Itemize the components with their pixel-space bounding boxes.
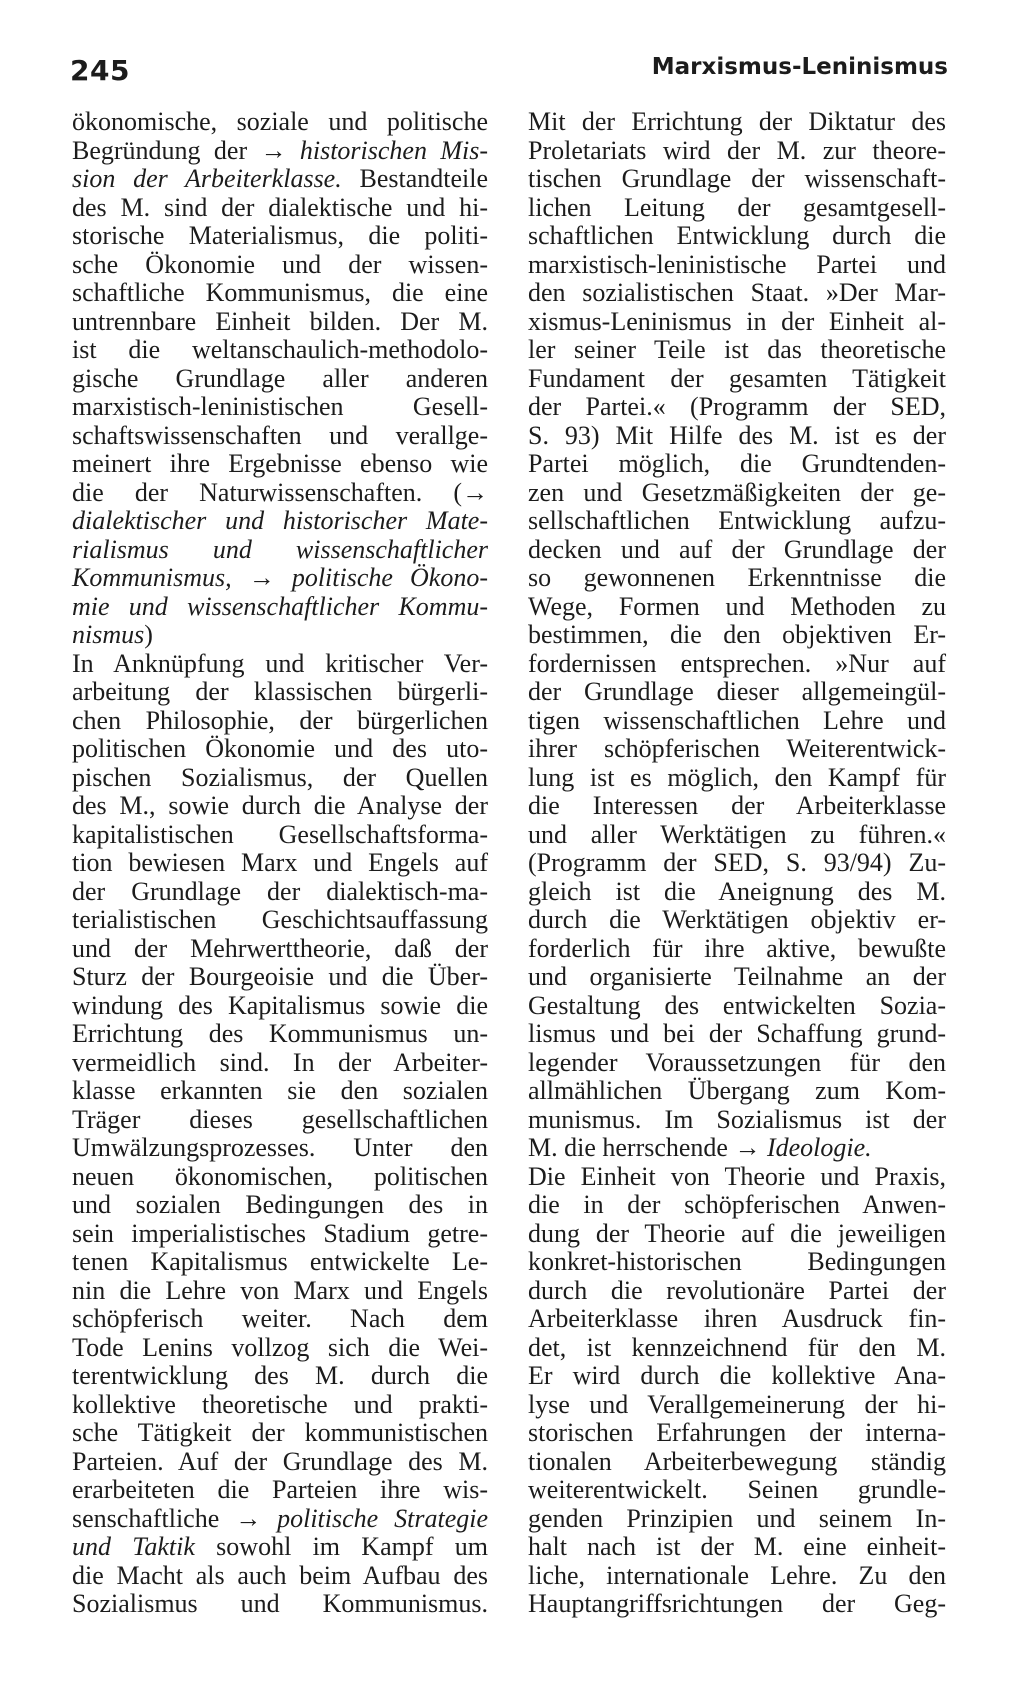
text-segment: ist die weltanschaulich-methodolo- [72, 335, 488, 364]
text-line [72, 336, 488, 365]
text-segment: Tode Lenins vollzog sich die Wei- [72, 1332, 488, 1362]
text-segment: kapitalistischen Gesellschaftsforma- [72, 819, 488, 849]
text-segment: Sturz der Bourgeoisie und die Über- [72, 962, 488, 991]
text-segment: lismus und bei der Schaffung grund- [528, 1019, 946, 1048]
text-line [72, 707, 488, 736]
page-number: 245 [70, 54, 130, 87]
text-segment: halt nach ist der M. eine einheit- [528, 1532, 946, 1561]
text-line [72, 1362, 488, 1391]
text-segment: storische Materialismus, die politi- [72, 221, 488, 250]
text-line [528, 1134, 946, 1163]
text-line [72, 1077, 488, 1106]
text-segment: bestimmen, die den objektiven Er- [528, 620, 946, 649]
italic-text-segment: Kommunismus, → politische Ökono- [72, 563, 488, 592]
text-line [528, 1077, 946, 1106]
text-line [528, 1505, 946, 1534]
text-line [528, 365, 946, 394]
text-line [72, 222, 488, 251]
text-segment: sellschaftlichen Entwicklung aufzu- [528, 506, 946, 535]
text-line [528, 1049, 946, 1078]
text-line [72, 564, 488, 593]
text-segment: fordernissen entsprechen. »Nur auf [528, 648, 946, 678]
text-segment: Arbeiterklasse ihren Ausdruck fin- [528, 1304, 946, 1333]
text-line [72, 308, 488, 337]
text-line [72, 1049, 488, 1078]
text-segment: munismus. Im Sozialismus ist der [528, 1104, 946, 1134]
text-segment: so gewonnenen Erkenntnisse die [528, 563, 946, 592]
text-line [72, 1391, 488, 1420]
text-line [528, 1533, 946, 1562]
text-line [528, 1362, 946, 1391]
text-line [528, 849, 946, 878]
text-line [72, 849, 488, 878]
text-line [528, 536, 946, 565]
text-segment: tenen Kapitalismus entwickelte Le- [72, 1247, 488, 1276]
text-segment: Hauptangriffsrichtungen der Geg- [528, 1589, 946, 1618]
text-segment: det, ist kennzeichnend für den M. [528, 1332, 946, 1362]
italic-text-segment: nismus [72, 620, 145, 649]
text-line [528, 336, 946, 365]
text-line [72, 593, 488, 622]
text-line [528, 1590, 946, 1619]
text-line [528, 621, 946, 650]
text-line [72, 1448, 488, 1477]
text-segment: vermeidlich sind. In der Arbeiter- [72, 1047, 488, 1077]
text-line [528, 992, 946, 1021]
text-line [528, 678, 946, 707]
text-line [528, 108, 946, 137]
text-segment: meinert ihre Ergebnisse ebenso wie [72, 449, 488, 478]
text-line [528, 650, 946, 679]
text-line [72, 251, 488, 280]
text-segment: Sozialismus und Kommunismus. [72, 1589, 488, 1618]
text-segment: storischen Erfahrungen der interna- [528, 1418, 946, 1447]
text-segment: arbeitung der klassischen bürgerli- [72, 677, 488, 706]
italic-text-segment: sion der Arbeiterklasse. [72, 164, 342, 193]
text-segment: sowohl im Kampf um [194, 1532, 488, 1561]
text-line [72, 108, 488, 137]
text-segment: Er wird durch die kollektive Ana- [528, 1361, 946, 1390]
page-header [70, 48, 948, 88]
text-segment: legender Voraussetzungen für den [528, 1047, 946, 1077]
text-segment: und sozialen Bedingungen des in [72, 1190, 488, 1219]
text-line [528, 735, 946, 764]
text-line [72, 450, 488, 479]
text-segment: tionalen Arbeiterbewegung ständig [528, 1446, 946, 1476]
text-line [72, 650, 488, 679]
text-segment: erarbeiteten die Parteien ihre wis- [72, 1475, 488, 1504]
text-segment: ler seiner Teile ist das theoretische [528, 335, 946, 364]
text-segment: der Grundlage dieser allgemeingül- [528, 677, 946, 706]
text-line [72, 1305, 488, 1334]
text-segment: schaftliche Kommunismus, die eine [72, 278, 488, 307]
text-segment: M. die herrschende [528, 1133, 735, 1162]
text-segment: Die Einheit von Theorie und Praxis, [528, 1161, 946, 1191]
text-line [72, 365, 488, 394]
text-line [528, 194, 946, 223]
text-line [528, 422, 946, 451]
text-segment: liche, internationale Lehre. Zu den [528, 1560, 946, 1590]
text-segment: windung des Kapitalismus sowie die [72, 990, 488, 1020]
text-line [72, 137, 488, 166]
text-line [72, 735, 488, 764]
text-segment: dung der Theorie auf die jeweiligen [528, 1218, 946, 1248]
text-line [528, 1334, 946, 1363]
text-line [528, 1391, 946, 1420]
text-segment: ) [144, 620, 153, 649]
text-line [528, 593, 946, 622]
text-line [72, 621, 488, 650]
text-line [528, 1305, 946, 1334]
text-line [72, 1134, 488, 1163]
italic-text-segment: dialektischer und historischer Mate- [72, 506, 488, 535]
text-segment: marxistisch-leninistische Partei und [528, 249, 946, 279]
text-line [72, 821, 488, 850]
text-line [72, 678, 488, 707]
text-segment: Begründung der [72, 135, 261, 165]
text-segment: Parteien. Auf der Grundlage des M. [72, 1446, 488, 1476]
text-line [72, 963, 488, 992]
text-line [528, 251, 946, 280]
text-segment: konkret-historischen Bedingungen [528, 1247, 946, 1276]
text-segment: marxistisch-leninistischen Gesell- [72, 392, 488, 421]
text-line [528, 564, 946, 593]
text-line [72, 1220, 488, 1249]
text-line [528, 707, 946, 736]
text-segment: decken und auf der Grundlage der [528, 534, 946, 564]
text-segment: nin die Lehre von Marx und Engels [72, 1275, 488, 1305]
text-line [72, 906, 488, 935]
text-segment: S. 93) Mit Hilfe des M. ist es der [528, 420, 946, 450]
text-line [72, 1248, 488, 1277]
text-segment: lichen Leitung der gesamtgesell- [528, 192, 946, 222]
text-segment: lyse und Verallgemeinerung der hi- [528, 1389, 946, 1419]
text-line [72, 507, 488, 536]
text-segment: die der Naturwissenschaften. (→ [72, 477, 488, 507]
text-line [528, 479, 946, 508]
text-segment: Umwälzungsprozesses. Unter den [72, 1133, 488, 1162]
text-segment: den sozialistischen Staat. »Der Mar- [528, 278, 946, 307]
text-line [72, 1419, 488, 1448]
italic-text-segment: mie und wissenschaftlicher Kommu- [72, 591, 488, 621]
text-line [72, 536, 488, 565]
text-segment: In Anknüpfung und kritischer Ver- [72, 648, 488, 678]
text-line [528, 1020, 946, 1049]
text-segment: senschaftliche [72, 1503, 236, 1533]
text-segment: gleich ist die Aneignung des M. [528, 876, 946, 906]
text-line [72, 1191, 488, 1220]
text-line [528, 878, 946, 907]
text-segment: pischen Sozialismus, der Quellen [72, 762, 488, 792]
text-line [528, 1106, 946, 1135]
left-text-column [72, 108, 488, 1619]
text-segment: Fundament der gesamten Tätigkeit [528, 363, 946, 393]
text-segment: die Macht als auch beim Aufbau des [72, 1560, 488, 1590]
text-line [528, 308, 946, 337]
text-line [528, 1191, 946, 1220]
text-segment: die in der schöpferischen Anwen- [528, 1190, 946, 1219]
text-segment: durch die Werktätigen objektiv er- [528, 905, 946, 934]
text-line [72, 479, 488, 508]
text-line [72, 764, 488, 793]
text-line [528, 792, 946, 821]
text-segment: Gestaltung des entwickelten Sozia- [528, 990, 946, 1020]
italic-text-segment: → Ideologie. [734, 1133, 872, 1162]
text-line [528, 821, 946, 850]
text-line [72, 1277, 488, 1306]
text-line [528, 764, 946, 793]
text-line [72, 1562, 488, 1591]
text-line [72, 194, 488, 223]
text-line [528, 1476, 946, 1505]
text-segment: tion bewiesen Marx und Engels auf [72, 848, 488, 877]
text-segment: terentwicklung des M. durch die [72, 1361, 488, 1390]
text-segment: schaftlichen Entwicklung durch die [528, 221, 946, 250]
text-line [528, 1448, 946, 1477]
text-line [528, 1562, 946, 1591]
text-line [528, 279, 946, 308]
text-segment: ökonomische, soziale und politische [72, 107, 488, 136]
text-line [528, 165, 946, 194]
text-segment: xismus-Leninismus in der Einheit al- [528, 306, 946, 336]
text-segment: des M., sowie durch die Analyse der [72, 791, 488, 820]
right-text-column [528, 108, 946, 1619]
text-segment: Mit der Errichtung der Diktatur des [528, 107, 946, 136]
text-line [528, 393, 946, 422]
text-segment: genden Prinzipien und seinem In- [528, 1503, 946, 1533]
text-segment: schaftswissenschaften und verallge- [72, 420, 488, 450]
text-line [72, 935, 488, 964]
text-line [528, 222, 946, 251]
text-line [72, 992, 488, 1021]
text-segment: neuen ökonomischen, politischen [72, 1161, 488, 1191]
text-line [528, 1277, 946, 1306]
text-segment: Proletariats wird der M. zur theore- [528, 135, 946, 165]
text-line [72, 1533, 488, 1562]
italic-text-segment: rialismus und wissenschaftlicher [72, 534, 488, 564]
text-line [528, 1163, 946, 1192]
text-segment: zen und Gesetzmäßigkeiten der ge- [528, 477, 946, 507]
text-segment: gische Grundlage aller anderen [72, 363, 488, 393]
text-segment: und aller Werktätigen zu führen.« [528, 819, 946, 849]
text-segment: Bestandteile [341, 164, 489, 193]
italic-text-segment: → politische Strategie [235, 1503, 488, 1533]
text-segment: sche Tätigkeit der kommunistischen [72, 1418, 488, 1447]
text-segment: kollektive theoretische und prakti- [72, 1389, 488, 1419]
text-line [528, 450, 946, 479]
text-line [72, 1106, 488, 1135]
running-head: Marxismus-Leninismus [651, 54, 948, 80]
text-line [528, 906, 946, 935]
italic-text-segment: und Taktik [72, 1532, 195, 1561]
text-line [528, 963, 946, 992]
text-segment: Errichtung des Kommunismus un- [72, 1019, 488, 1048]
text-segment: ihrer schöpferischen Weiterentwick- [528, 734, 946, 763]
text-line [528, 1248, 946, 1277]
text-line [72, 279, 488, 308]
text-line [72, 1163, 488, 1192]
text-line [528, 1419, 946, 1448]
text-line [72, 393, 488, 422]
text-line [72, 1590, 488, 1619]
text-segment: sche Ökonomie und der wissen- [72, 249, 488, 279]
italic-text-segment: → historischen Mis- [260, 135, 488, 165]
text-segment: chen Philosophie, der bürgerlichen [72, 705, 488, 735]
text-line [72, 165, 488, 194]
text-segment: klasse erkannten sie den sozialen [72, 1076, 488, 1105]
text-line [528, 507, 946, 536]
text-segment: und organisierte Teilnahme an der [528, 962, 946, 991]
text-segment: untrennbare Einheit bilden. Der M. [72, 306, 488, 336]
text-segment: die Interessen der Arbeiterklasse [528, 791, 946, 820]
text-segment: tischen Grundlage der wissenschaft- [528, 164, 946, 193]
text-line [72, 878, 488, 907]
text-segment: sein imperialistisches Stadium getre- [72, 1218, 488, 1248]
text-segment: Wege, Formen und Methoden zu [528, 591, 946, 621]
text-segment: und der Mehrwerttheorie, daß der [72, 933, 488, 963]
text-segment: weiterentwickelt. Seinen grundle- [528, 1475, 946, 1504]
text-segment: tigen wissenschaftlichen Lehre und [528, 705, 946, 735]
text-segment: durch die revolutionäre Partei der [528, 1275, 946, 1305]
text-segment: Träger dieses gesellschaftlichen [72, 1104, 488, 1134]
text-segment: allmählichen Übergang zum Kom- [528, 1076, 946, 1105]
text-segment: (Programm der SED, S. 93/94) Zu- [528, 848, 946, 877]
text-line [528, 935, 946, 964]
text-line [72, 422, 488, 451]
text-line [72, 1505, 488, 1534]
text-line [72, 1334, 488, 1363]
text-segment: forderlich für ihre aktive, bewußte [528, 933, 946, 963]
text-line [528, 137, 946, 166]
text-segment: des M. sind der dialektische und hi- [72, 192, 488, 222]
text-segment: terialistischen Geschichtsauffassung [72, 905, 488, 934]
text-line [72, 1476, 488, 1505]
text-segment: der Grundlage der dialektisch-ma- [72, 876, 488, 906]
text-line [72, 1020, 488, 1049]
text-segment: Partei möglich, die Grundtenden- [528, 449, 946, 478]
text-line [72, 792, 488, 821]
text-segment: schöpferisch weiter. Nach dem [72, 1304, 488, 1333]
text-segment: lung ist es möglich, den Kampf für [528, 762, 946, 792]
text-line [528, 1220, 946, 1249]
text-segment: politischen Ökonomie und des uto- [72, 734, 488, 763]
text-segment: der Partei.« (Programm der SED, [528, 392, 946, 421]
